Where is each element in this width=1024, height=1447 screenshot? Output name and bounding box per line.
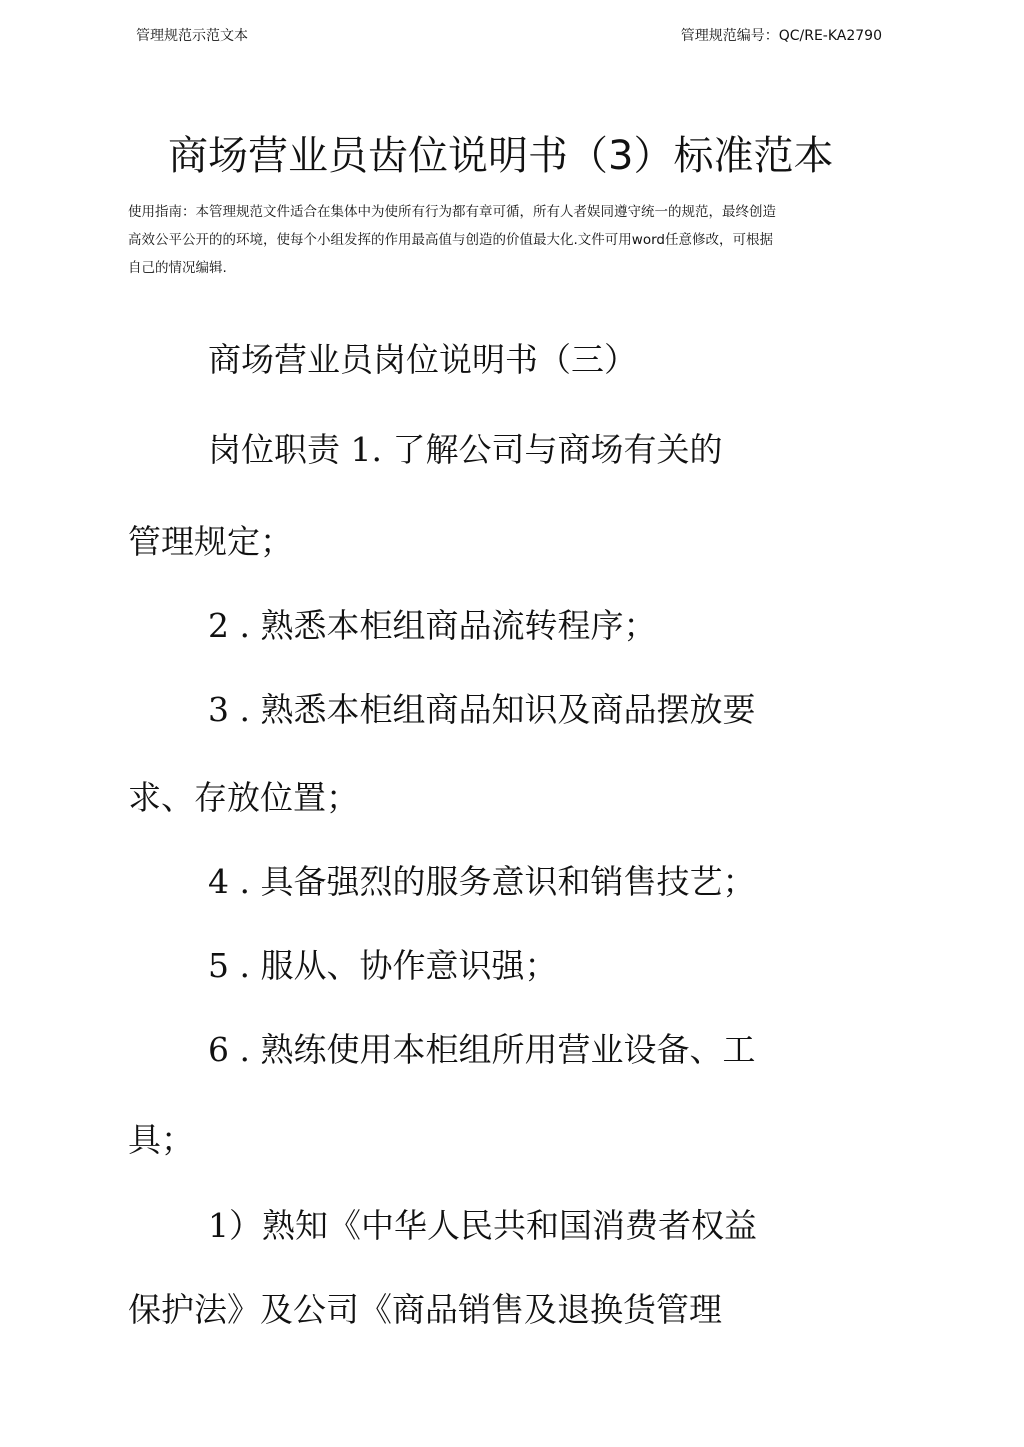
usage-guide: [128, 198, 888, 282]
body-line: 5 . 服从、协作意识强；: [208, 946, 558, 985]
body-line: 6 . 熟练使用本柜组所用营业设备、工: [208, 1030, 756, 1069]
body-line: 求、存放位置；: [128, 778, 359, 817]
body-line: 岗位职责 1. 了解公司与商场有关的: [208, 430, 723, 469]
body-line: 保护法》及公司《商品销售及退换货管理: [128, 1290, 722, 1329]
usage-guide-line: 高效公平公开的的环境，使每个小组发挥的作用最高值与创造的价值最大化.文件可用word任意修改，可根据: [128, 232, 773, 248]
body-line: 具；: [128, 1120, 194, 1159]
body-line: 3 . 熟悉本柜组商品知识及商品摆放要: [208, 690, 756, 729]
usage-guide-line: 自己的情况编辑.: [128, 260, 227, 276]
header-left-text: 管理规范示范文本: [136, 28, 248, 44]
document-title: 商场营业员齿位说明书（3）标准范本: [168, 133, 834, 179]
section-heading: 商场营业员岗位说明书（三）: [208, 340, 637, 379]
usage-guide-line: 使用指南：本管理规范文件适合在集体中为使所有行为都有章可循，所有人者娱同遵守统一的规范，最终创造: [128, 204, 776, 220]
body-line: 1）熟知《中华人民共和国消费者权益: [208, 1206, 757, 1245]
header-doc-number: 管理规范编号：QC/RE-KA2790: [680, 28, 882, 44]
body-line: 4 . 具备强烈的服务意识和销售技艺；: [208, 862, 756, 901]
body-line: 管理规定；: [128, 522, 293, 561]
body-line: 2 . 熟悉本柜组商品流转程序；: [208, 606, 657, 645]
